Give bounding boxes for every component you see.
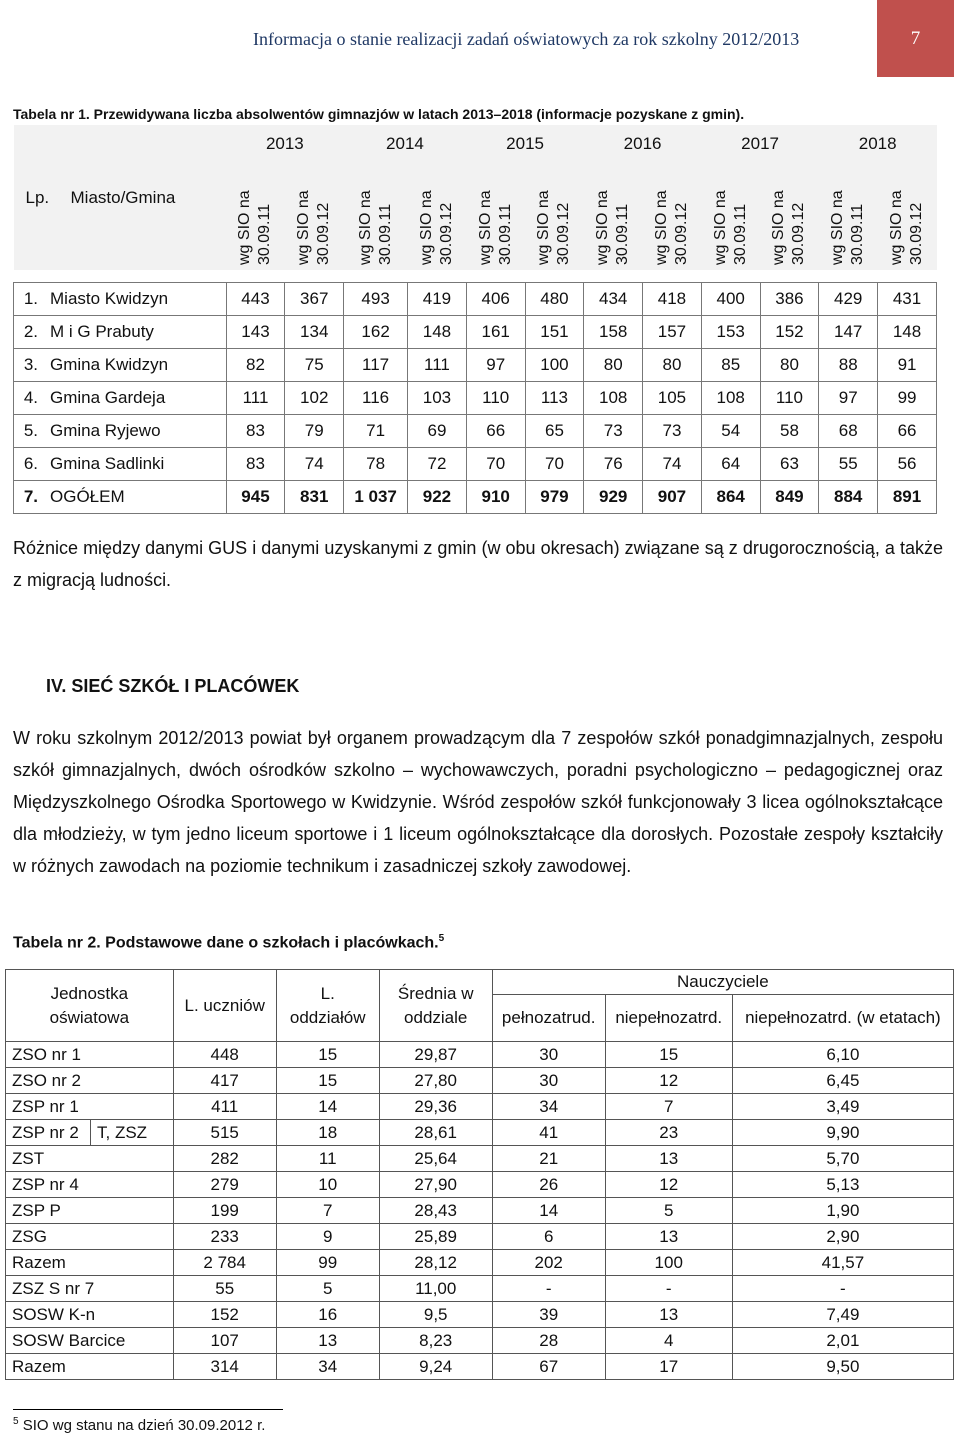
table-row bbox=[6, 1354, 954, 1380]
graduate-count: 891 bbox=[878, 481, 937, 514]
schools-table bbox=[5, 969, 954, 1380]
graduate-count: 56 bbox=[878, 448, 937, 481]
section-title: IV. SIEĆ SZKÓŁ I PLACÓWEK bbox=[46, 676, 300, 696]
unit-header: Jednostka oświatowa bbox=[6, 970, 174, 1042]
unit-value: 17 bbox=[605, 1354, 732, 1380]
table-row bbox=[14, 481, 937, 514]
unit-value: 18 bbox=[276, 1120, 379, 1146]
unit-value: 25,64 bbox=[379, 1146, 492, 1172]
graduate-count: 884 bbox=[819, 481, 878, 514]
footnote bbox=[13, 1416, 265, 1434]
graduate-count: 66 bbox=[878, 415, 937, 448]
graduate-count: 82 bbox=[226, 349, 285, 382]
graduate-count: 72 bbox=[408, 448, 467, 481]
unit-value: 28,61 bbox=[379, 1120, 492, 1146]
sio-date-label: wg SIO na 30.09.11 bbox=[711, 190, 749, 265]
graduate-count: 73 bbox=[643, 415, 702, 448]
sio-date-header bbox=[344, 162, 408, 270]
graduate-count: 54 bbox=[701, 415, 760, 448]
unit-value: 9,90 bbox=[732, 1120, 953, 1146]
year-header: 2018 bbox=[819, 125, 937, 162]
unit-name: Razem bbox=[6, 1250, 174, 1276]
unit-value: 12 bbox=[605, 1068, 732, 1094]
unit-value: 26 bbox=[492, 1172, 605, 1198]
graduate-count: 69 bbox=[408, 415, 467, 448]
gus-difference-note: Różnice między danymi GUS i danymi uzyskanymi z gmin (w obu okresach) związane są z drugorocznością, a także z migracją ludności. bbox=[13, 538, 943, 590]
sio-date-label: wg SIO na 30.09.11 bbox=[356, 190, 394, 265]
table-row bbox=[6, 1276, 954, 1302]
graduate-count: 158 bbox=[584, 316, 643, 349]
unit-value: 13 bbox=[605, 1146, 732, 1172]
graduate-count: 117 bbox=[344, 349, 408, 382]
year-header: 2017 bbox=[701, 125, 819, 162]
part-time-fte-header: niepełnozatrd. (w etatach) bbox=[732, 995, 953, 1042]
graduate-count: 945 bbox=[226, 481, 285, 514]
unit-value: 12 bbox=[605, 1172, 732, 1198]
graduate-count: 58 bbox=[760, 415, 819, 448]
graduate-count: 79 bbox=[285, 415, 344, 448]
unit-name: ZSG bbox=[6, 1224, 174, 1250]
graduate-count: 70 bbox=[466, 448, 525, 481]
sio-date-header bbox=[643, 162, 702, 270]
unit-value: 13 bbox=[276, 1328, 379, 1354]
row-number: 1. bbox=[14, 283, 47, 316]
graduate-count: 76 bbox=[584, 448, 643, 481]
unit-value: 7 bbox=[605, 1094, 732, 1120]
unit-value: 27,80 bbox=[379, 1068, 492, 1094]
graduate-count: 148 bbox=[878, 316, 937, 349]
sio-date-label: wg SIO na 30.09.12 bbox=[295, 190, 333, 265]
table-row bbox=[6, 1146, 954, 1172]
unit-value: 6 bbox=[492, 1224, 605, 1250]
graduate-count: 152 bbox=[760, 316, 819, 349]
unit-value: 15 bbox=[605, 1042, 732, 1068]
municipality-name: Gmina Ryjewo bbox=[46, 415, 226, 448]
unit-value: 28,43 bbox=[379, 1198, 492, 1224]
table-row bbox=[6, 1198, 954, 1224]
row-number: 7. bbox=[14, 481, 47, 514]
sio-date-header bbox=[226, 162, 285, 270]
unit-value: 23 bbox=[605, 1120, 732, 1146]
unit-value: 2 784 bbox=[173, 1250, 276, 1276]
unit-value: 233 bbox=[173, 1224, 276, 1250]
unit-value: 55 bbox=[173, 1276, 276, 1302]
graduate-count: 70 bbox=[525, 448, 584, 481]
graduate-count: 80 bbox=[760, 349, 819, 382]
school-network-paragraph: W roku szkolnym 2012/2013 powiat był organem prowadzącym dla 7 zespołów szkół ponadgimnazjalnych, zespołu szkół gimnazjalnych, dwóch ośrodków szkolno – wychowawczych, poradni psychologiczno – pedagogicznej oraz Międzyszkolnego Ośrodka Sportowego w Kwidzynie. Wśród zespołów szkół funkcjonowały 3 licea ogólnokształcące dla młodzieży, w tym jedno liceum sportowe i 1 liceum ogólnokształcące dla dorosłych. Pozostałe zespoły kształciły w różnych zawodach na poziomie technikum i zasadniczej szkoły zawodowej. bbox=[13, 728, 943, 876]
unit-value: 8,23 bbox=[379, 1328, 492, 1354]
unit-value: 34 bbox=[492, 1094, 605, 1120]
graduate-count: 75 bbox=[285, 349, 344, 382]
unit-value: 21 bbox=[492, 1146, 605, 1172]
unit-value: 6,10 bbox=[732, 1042, 953, 1068]
table-row bbox=[14, 415, 937, 448]
municipality-name: Miasto Kwidzyn bbox=[46, 283, 226, 316]
unit-name: ZSP P bbox=[6, 1198, 174, 1224]
graduate-count: 83 bbox=[226, 448, 285, 481]
unit-value: 9 bbox=[276, 1224, 379, 1250]
unit-value: 314 bbox=[173, 1354, 276, 1380]
unit-value: 29,36 bbox=[379, 1094, 492, 1120]
footnote-divider bbox=[13, 1409, 283, 1410]
graduate-count: 74 bbox=[643, 448, 702, 481]
unit-value: 3,49 bbox=[732, 1094, 953, 1120]
graduate-count: 386 bbox=[760, 283, 819, 316]
table1-caption: Tabela nr 1. Przewidywana liczba absolwentów gimnazjów w latach 2013–2018 (informacje pozyskane z gmin). bbox=[13, 106, 745, 122]
sio-date-header bbox=[525, 162, 584, 270]
graduate-count: 831 bbox=[285, 481, 344, 514]
graduate-count: 113 bbox=[525, 382, 584, 415]
graduate-count: 80 bbox=[584, 349, 643, 382]
unit-value: 1,90 bbox=[732, 1198, 953, 1224]
graduate-count: 102 bbox=[285, 382, 344, 415]
table-row bbox=[14, 448, 937, 481]
unit-value: 15 bbox=[276, 1042, 379, 1068]
graduate-count: 480 bbox=[525, 283, 584, 316]
graduate-count: 907 bbox=[643, 481, 702, 514]
graduate-count: 100 bbox=[525, 349, 584, 382]
unit-value: 279 bbox=[173, 1172, 276, 1198]
unit-value: 9,50 bbox=[732, 1354, 953, 1380]
graduate-count: 105 bbox=[643, 382, 702, 415]
unit-value: 100 bbox=[605, 1250, 732, 1276]
graduate-count: 63 bbox=[760, 448, 819, 481]
graduate-count: 134 bbox=[285, 316, 344, 349]
unit-value: 11 bbox=[276, 1146, 379, 1172]
unit-value: 5 bbox=[605, 1198, 732, 1224]
row-number: 6. bbox=[14, 448, 47, 481]
graduate-count: 91 bbox=[878, 349, 937, 382]
graduate-count: 161 bbox=[466, 316, 525, 349]
year-header: 2015 bbox=[466, 125, 584, 162]
sio-date-label: wg SIO na 30.09.12 bbox=[417, 190, 455, 265]
graduate-count: 108 bbox=[584, 382, 643, 415]
sio-date-label: wg SIO na 30.09.11 bbox=[476, 190, 514, 265]
graduate-count: 74 bbox=[285, 448, 344, 481]
table-row bbox=[6, 1172, 954, 1198]
unit-value: 13 bbox=[605, 1224, 732, 1250]
row-number: 2. bbox=[14, 316, 47, 349]
footnote-text: SIO wg stanu na dzień 30.09.2012 r. bbox=[22, 1417, 266, 1434]
graduate-count: 68 bbox=[819, 415, 878, 448]
graduate-count: 406 bbox=[466, 283, 525, 316]
sio-date-label: wg SIO na 30.09.11 bbox=[236, 190, 274, 265]
unit-value: 411 bbox=[173, 1094, 276, 1120]
sio-date-header bbox=[584, 162, 643, 270]
sio-date-header bbox=[760, 162, 819, 270]
graduate-count: 111 bbox=[408, 349, 467, 382]
graduate-count: 434 bbox=[584, 283, 643, 316]
unit-value: 2,01 bbox=[732, 1328, 953, 1354]
graduate-count: 493 bbox=[344, 283, 408, 316]
graduate-count: 78 bbox=[344, 448, 408, 481]
classes-header: L. oddziałów bbox=[276, 970, 379, 1042]
unit-name: Razem bbox=[6, 1354, 174, 1380]
unit-value: 9,5 bbox=[379, 1302, 492, 1328]
unit-value: 5,13 bbox=[732, 1172, 953, 1198]
full-time-header: pełnozatrud. bbox=[492, 995, 605, 1042]
graduate-count: 64 bbox=[701, 448, 760, 481]
graduate-count: 71 bbox=[344, 415, 408, 448]
graduate-count: 849 bbox=[760, 481, 819, 514]
graduate-count: 148 bbox=[408, 316, 467, 349]
graduate-count: 65 bbox=[525, 415, 584, 448]
unit-value: 199 bbox=[173, 1198, 276, 1224]
unit-value: 7,49 bbox=[732, 1302, 953, 1328]
unit-value: 6,45 bbox=[732, 1068, 953, 1094]
graduate-count: 147 bbox=[819, 316, 878, 349]
row-number: 5. bbox=[14, 415, 47, 448]
unit-value: 30 bbox=[492, 1068, 605, 1094]
unit-value: 15 bbox=[276, 1068, 379, 1094]
graduate-count: 979 bbox=[525, 481, 584, 514]
table-row bbox=[14, 349, 937, 382]
page-number: 7 bbox=[877, 0, 954, 77]
students-header: L. uczniów bbox=[173, 970, 276, 1042]
graduate-count: 110 bbox=[760, 382, 819, 415]
row-number: 3. bbox=[14, 349, 47, 382]
graduate-count: 97 bbox=[466, 349, 525, 382]
unit-value: 14 bbox=[492, 1198, 605, 1224]
graduate-count: 66 bbox=[466, 415, 525, 448]
unit-name: ZSP nr 4 bbox=[6, 1172, 174, 1198]
unit-value: 34 bbox=[276, 1354, 379, 1380]
graduate-count: 910 bbox=[466, 481, 525, 514]
unit-subtype: T, ZSZ bbox=[91, 1120, 174, 1146]
unit-value: 27,90 bbox=[379, 1172, 492, 1198]
municipality-name: Gmina Gardeja bbox=[46, 382, 226, 415]
graduate-count: 88 bbox=[819, 349, 878, 382]
graduate-count: 418 bbox=[643, 283, 702, 316]
municipality-name: Gmina Kwidzyn bbox=[46, 349, 226, 382]
table-row bbox=[6, 1094, 954, 1120]
unit-name: SOSW K-n bbox=[6, 1302, 174, 1328]
unit-name: SOSW Barcice bbox=[6, 1328, 174, 1354]
graduate-count: 55 bbox=[819, 448, 878, 481]
sio-date-label: wg SIO na 30.09.11 bbox=[829, 190, 867, 265]
graduate-count: 99 bbox=[878, 382, 937, 415]
unit-value: 515 bbox=[173, 1120, 276, 1146]
sio-date-header bbox=[408, 162, 467, 270]
graduate-count: 1 037 bbox=[344, 481, 408, 514]
sio-date-label: wg SIO na 30.09.12 bbox=[652, 190, 690, 265]
table-row bbox=[14, 283, 937, 316]
sio-date-label: wg SIO na 30.09.11 bbox=[594, 190, 632, 265]
graduate-count: 929 bbox=[584, 481, 643, 514]
unit-name: ZSP nr 2 bbox=[6, 1120, 91, 1146]
part-time-header: niepełnozatrd. bbox=[605, 995, 732, 1042]
sio-date-header bbox=[701, 162, 760, 270]
graduate-count: 429 bbox=[819, 283, 878, 316]
graduate-count: 111 bbox=[226, 382, 285, 415]
unit-value: 29,87 bbox=[379, 1042, 492, 1068]
unit-name: ZSO nr 1 bbox=[6, 1042, 174, 1068]
unit-value: 28 bbox=[492, 1328, 605, 1354]
unit-value: - bbox=[605, 1276, 732, 1302]
unit-value: 202 bbox=[492, 1250, 605, 1276]
graduate-count: 153 bbox=[701, 316, 760, 349]
unit-value: 67 bbox=[492, 1354, 605, 1380]
sio-date-label: wg SIO na 30.09.12 bbox=[535, 190, 573, 265]
unit-value: 30 bbox=[492, 1042, 605, 1068]
unit-name: ZSP nr 1 bbox=[6, 1094, 174, 1120]
table-row bbox=[6, 1068, 954, 1094]
teachers-header: Nauczyciele bbox=[492, 970, 953, 995]
municipality-name: Gmina Sadlinki bbox=[46, 448, 226, 481]
unit-value: 99 bbox=[276, 1250, 379, 1276]
page-header bbox=[0, 0, 960, 80]
table-row bbox=[6, 1328, 954, 1354]
year-header: 2014 bbox=[344, 125, 467, 162]
unit-value: 2,90 bbox=[732, 1224, 953, 1250]
table-row bbox=[6, 1120, 954, 1146]
col-lp-header: Lp. bbox=[25, 187, 50, 207]
sio-date-header bbox=[819, 162, 878, 270]
graduate-count: 80 bbox=[643, 349, 702, 382]
unit-value: 282 bbox=[173, 1146, 276, 1172]
graduate-count: 116 bbox=[344, 382, 408, 415]
unit-value: 41,57 bbox=[732, 1250, 953, 1276]
unit-value: 9,24 bbox=[379, 1354, 492, 1380]
unit-value: 448 bbox=[173, 1042, 276, 1068]
graduate-count: 151 bbox=[525, 316, 584, 349]
unit-value: 25,89 bbox=[379, 1224, 492, 1250]
graduate-count: 443 bbox=[226, 283, 285, 316]
year-header: 2016 bbox=[584, 125, 702, 162]
graduate-count: 103 bbox=[408, 382, 467, 415]
graduate-count: 110 bbox=[466, 382, 525, 415]
sio-date-header bbox=[878, 162, 937, 270]
unit-value: 4 bbox=[605, 1328, 732, 1354]
unit-value: 10 bbox=[276, 1172, 379, 1198]
unit-value: 14 bbox=[276, 1094, 379, 1120]
unit-value: 39 bbox=[492, 1302, 605, 1328]
unit-name: ZST bbox=[6, 1146, 174, 1172]
unit-value: 7 bbox=[276, 1198, 379, 1224]
header-title: Informacja o stanie realizacji zadań oświatowych za rok szkolny 2012/2013 bbox=[253, 29, 800, 49]
sio-date-label: wg SIO na 30.09.12 bbox=[770, 190, 808, 265]
graduate-count: 83 bbox=[226, 415, 285, 448]
sio-date-label: wg SIO na 30.09.12 bbox=[888, 190, 926, 265]
graduate-count: 400 bbox=[701, 283, 760, 316]
graduate-count: 73 bbox=[584, 415, 643, 448]
table-row bbox=[14, 316, 937, 349]
sio-date-header bbox=[466, 162, 525, 270]
unit-value: 107 bbox=[173, 1328, 276, 1354]
table2-caption bbox=[13, 933, 444, 952]
graduate-count: 367 bbox=[285, 283, 344, 316]
unit-name: ZSO nr 2 bbox=[6, 1068, 174, 1094]
graduate-count: 864 bbox=[701, 481, 760, 514]
table-row bbox=[6, 1302, 954, 1328]
table2-caption-text: Tabela nr 2. Podstawowe dane o szkołach i placówkach. bbox=[13, 934, 439, 952]
municipality-name: M i G Prabuty bbox=[46, 316, 226, 349]
table-row bbox=[6, 1042, 954, 1068]
unit-value: 28,12 bbox=[379, 1250, 492, 1276]
unit-value: 16 bbox=[276, 1302, 379, 1328]
graduate-count: 162 bbox=[344, 316, 408, 349]
unit-name: ZSZ S nr 7 bbox=[6, 1276, 174, 1302]
graduate-count: 922 bbox=[408, 481, 467, 514]
graduates-table bbox=[13, 125, 937, 514]
graduate-count: 143 bbox=[226, 316, 285, 349]
footnote-mark: 5 bbox=[13, 1416, 19, 1427]
sio-date-header bbox=[285, 162, 344, 270]
unit-value: 5 bbox=[276, 1276, 379, 1302]
graduate-count: 85 bbox=[701, 349, 760, 382]
unit-value: 152 bbox=[173, 1302, 276, 1328]
table-row bbox=[6, 1224, 954, 1250]
graduate-count: 431 bbox=[878, 283, 937, 316]
unit-value: 417 bbox=[173, 1068, 276, 1094]
municipality-name: OGÓŁEM bbox=[46, 481, 226, 514]
graduate-count: 419 bbox=[408, 283, 467, 316]
graduate-count: 108 bbox=[701, 382, 760, 415]
avg-header: Średnia w oddziale bbox=[379, 970, 492, 1042]
graduate-count: 97 bbox=[819, 382, 878, 415]
unit-value: 11,00 bbox=[379, 1276, 492, 1302]
row-number: 4. bbox=[14, 382, 47, 415]
unit-value: - bbox=[492, 1276, 605, 1302]
unit-value: - bbox=[732, 1276, 953, 1302]
footnote-ref: 5 bbox=[438, 933, 445, 944]
unit-value: 5,70 bbox=[732, 1146, 953, 1172]
table-row bbox=[6, 1250, 954, 1276]
table-row bbox=[14, 382, 937, 415]
col-name-header: Miasto/Gmina bbox=[70, 187, 176, 207]
unit-value: 41 bbox=[492, 1120, 605, 1146]
year-header: 2013 bbox=[226, 125, 344, 162]
graduate-count: 157 bbox=[643, 316, 702, 349]
unit-value: 13 bbox=[605, 1302, 732, 1328]
